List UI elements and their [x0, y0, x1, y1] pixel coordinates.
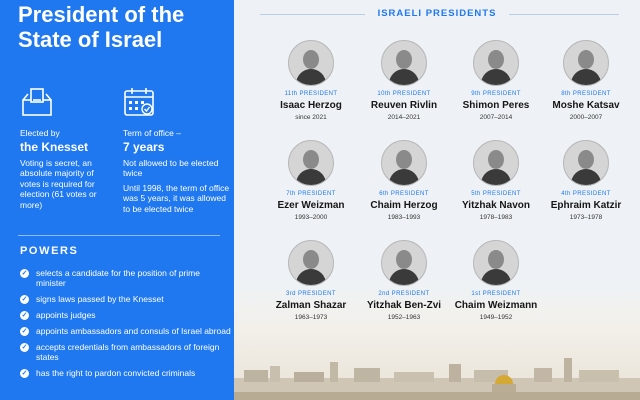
jerusalem-skyline [234, 348, 640, 400]
presidents-heading: ISRAELI PRESIDENTS [377, 8, 497, 19]
president-card [446, 140, 546, 222]
president-years: 1949–1952 [479, 314, 513, 321]
check-icon: ✓ [21, 344, 28, 351]
president-name: Chaim Herzog [370, 200, 438, 211]
president-portrait [381, 240, 427, 286]
election-desc: Voting is secret, an absolute majority of votes is required for election (61 votes or more) [20, 157, 97, 210]
check-icon: ✓ [21, 312, 28, 319]
president-card [354, 240, 454, 322]
page-title: President of the State of Israel [18, 2, 185, 52]
heading-rule-left [260, 14, 365, 15]
president-ordinal: 11th PRESIDENT [284, 91, 338, 97]
president-ordinal: 10th PRESIDENT [377, 91, 431, 97]
president-card [536, 140, 636, 222]
power-item [20, 368, 232, 378]
president-portrait [473, 40, 519, 86]
president-portrait [288, 240, 334, 286]
president-years: 1978–1983 [479, 214, 513, 221]
term-desc-2: Until 1998, the term of office was 5 years, it was allowed to be elected twice [123, 182, 230, 214]
president-name: Chaim Weizmann [454, 300, 538, 311]
president-years: 2014–2021 [387, 114, 421, 121]
election-lead: Elected by [20, 128, 60, 138]
president-name: Isaac Herzog [280, 100, 342, 111]
president-years: 2000–2007 [569, 114, 603, 121]
president-portrait [381, 140, 427, 186]
term-lead: Term of office – [123, 128, 181, 138]
term-years: 7 years [123, 139, 165, 154]
president-portrait [473, 140, 519, 186]
power-item [20, 268, 232, 288]
president-years: since 2021 [295, 114, 327, 121]
president-ordinal: 7th PRESIDENT [286, 191, 336, 197]
president-card [261, 240, 361, 322]
power-item [20, 310, 232, 320]
president-card [446, 40, 546, 122]
term-info [123, 128, 231, 218]
president-ordinal: 6th PRESIDENT [379, 191, 429, 197]
president-name: Yitzhak Ben-Zvi [366, 300, 442, 311]
power-text: selects a candidate for the position of prime minister [36, 268, 200, 288]
president-name: Ezer Weizman [277, 200, 345, 211]
president-portrait [381, 40, 427, 86]
president-years: 2007–2014 [479, 114, 513, 121]
president-portrait [288, 140, 334, 186]
president-portrait [563, 140, 609, 186]
check-icon: ✓ [21, 370, 28, 377]
president-years: 1952–1963 [387, 314, 421, 321]
president-card [261, 40, 361, 122]
president-card [536, 40, 636, 122]
president-card [354, 140, 454, 222]
president-name: Shimon Peres [462, 100, 530, 111]
president-ordinal: 8th PRESIDENT [561, 91, 611, 97]
president-card [261, 140, 361, 222]
president-years: 1993–2000 [294, 214, 328, 221]
powers-list [20, 268, 232, 384]
election-body: the Knesset [20, 139, 89, 154]
president-years: 1973–1978 [569, 214, 603, 221]
check-icon: ✓ [21, 270, 28, 277]
president-ordinal: 5th PRESIDENT [471, 191, 521, 197]
president-name: Moshe Katsav [552, 100, 620, 111]
president-name: Ephraim Katzir [550, 200, 622, 211]
president-ordinal: 9th PRESIDENT [471, 91, 521, 97]
president-ordinal: 3rd PRESIDENT [286, 291, 336, 297]
power-text: accepts credentials from ambassadors of foreign states [36, 342, 220, 362]
president-ordinal: 2nd PRESIDENT [378, 291, 430, 297]
calendar-check-icon [123, 86, 155, 116]
president-card [446, 240, 546, 322]
ballot-box-icon [20, 88, 54, 116]
check-icon: ✓ [21, 296, 28, 303]
presidents-panel [234, 0, 640, 400]
check-icon: ✓ [21, 328, 28, 335]
president-card [354, 40, 454, 122]
power-text: appoints ambassadors and consuls of Israel abroad [36, 326, 231, 336]
president-years: 1963–1973 [294, 314, 328, 321]
president-years: 1983–1993 [387, 214, 421, 221]
president-name: Reuven Rivlin [370, 100, 438, 111]
powers-heading: POWERS [20, 245, 79, 257]
election-info [20, 128, 115, 214]
divider [18, 235, 220, 236]
power-item [20, 342, 232, 362]
president-ordinal: 4th PRESIDENT [561, 191, 611, 197]
term-desc-1: Not allowed to be elected twice [123, 157, 219, 178]
power-item [20, 294, 232, 304]
president-name: Zalman Shazar [275, 300, 347, 311]
president-ordinal: 1st PRESIDENT [471, 291, 521, 297]
president-portrait [288, 40, 334, 86]
heading-rule-right [509, 14, 619, 15]
power-text: has the right to pardon convicted criminals [36, 368, 196, 378]
info-panel [0, 0, 234, 400]
president-portrait [563, 40, 609, 86]
power-text: signs laws passed by the Knesset [36, 294, 164, 304]
power-text: appoints judges [36, 310, 96, 320]
power-item [20, 326, 232, 336]
president-name: Yitzhak Navon [462, 200, 530, 211]
president-portrait [473, 240, 519, 286]
